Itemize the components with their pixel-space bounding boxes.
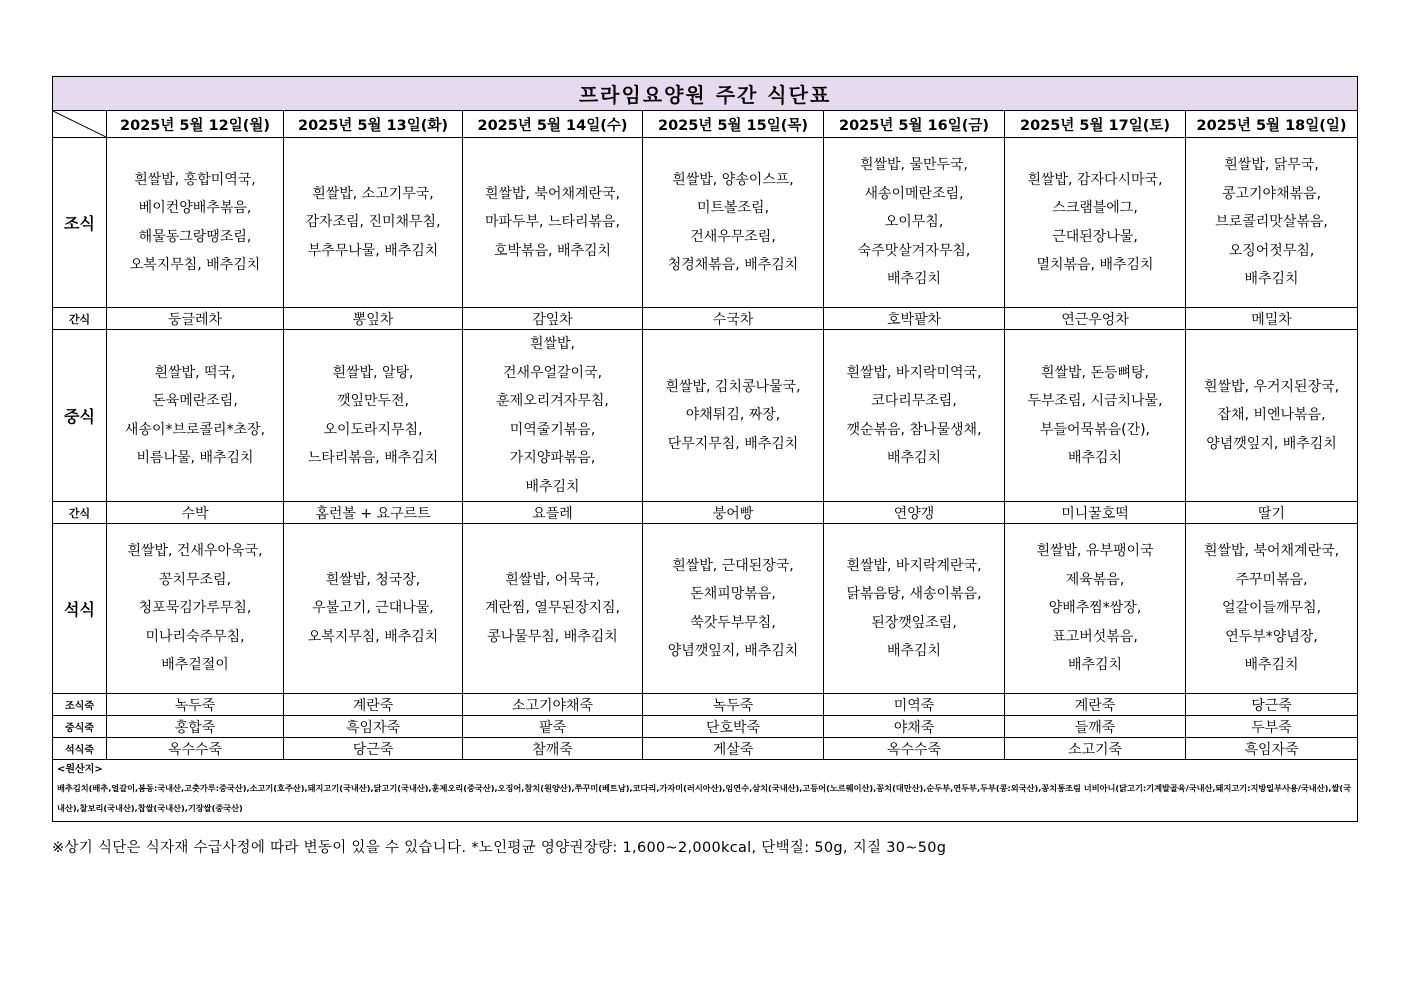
menu-item-line: 주꾸미볶음, [1235,571,1308,588]
menu-item-line: 콩나물무침, 배추김치 [487,628,618,645]
menu-item-line: 베이컨양배추볶음, [138,200,252,216]
dates-cell: 2025년 5월 14일(수) [463,111,643,138]
dinner-cell [284,524,463,694]
porridge-lunch-cell: 흑임자죽 [284,716,463,738]
snack-pm-cell: 미니꿀호떡 [1005,502,1186,524]
dates-cell: 2025년 5월 18일(일) [1186,111,1358,138]
porridge-breakfast-cell: 소고기야채죽 [463,694,643,716]
menu-item-line: 양념깻잎지, 배추김치 [667,643,799,659]
row-label-dinner: 석식 [53,524,107,694]
menu-item-line: 부추무나물, 배추김치 [307,242,439,259]
menu-item-line: 양념깻잎지, 배추김치 [1206,435,1337,452]
menu-item-line: 흰쌀밥, 바지락미역국, [846,364,982,381]
lunch-cell [107,330,284,502]
menu-item-line: 새송이메란조림, [864,185,964,202]
menu-item-line: 쑥갓두부무침, [690,614,776,631]
menu-item-line: 멸치볶음, 배추김치 [1036,257,1154,273]
snack-pm-cell: 홈런볼 + 요구르트 [284,502,463,524]
menu-item-line: 두부조림, 시금치나물, [1027,393,1163,409]
porridge-breakfast-cell: 녹두죽 [643,694,824,716]
menu-item-line: 돈육메란조림, [152,393,238,409]
menu-item-line: 계란찜, 열무된장지짐, [484,600,621,617]
dates-cell: 2025년 5월 16일(금) [824,111,1005,138]
menu-item-line: 흰쌀밥, 알탕, [332,364,414,381]
dates-cell: 2025년 5월 13일(화) [284,111,463,138]
menu-item-line: 돈채피망볶음, [690,586,776,602]
breakfast-cell [1186,138,1358,308]
row-label-porridge-dinner: 석식죽 [53,738,107,760]
menu-item-line: 흰쌀밥, 북어채계란국, [1204,543,1340,560]
porridge-dinner-cell: 옥수수죽 [107,738,284,760]
menu-item-line: 흰쌀밥, 근대된장국, [672,557,794,574]
menu-item-line: 연두부*양념장, [1225,628,1318,645]
menu-item-line: 흰쌀밥, 우거지된장국, [1204,378,1340,395]
menu-item-line: 호박볶음, 배추김치 [493,242,612,259]
porridge-lunch-cell: 야채죽 [824,716,1005,738]
snack-am-cell: 둥글레차 [107,308,284,330]
menu-item-line: 배추김치 [1067,450,1123,466]
row-label-porridge-lunch: 중식죽 [53,716,107,738]
menu-item-line: 청경채볶음, 배추김치 [667,257,799,273]
menu-item-line: 마파두부, 느타리볶음, [484,214,621,231]
menu-item-line: 된장깻잎조림, [871,614,957,631]
breakfast-cell [643,138,824,308]
menu-item-line: 흰쌀밥, 건새우아욱국, [127,543,263,560]
menu-item-line: 얼갈이들깨무침, [1221,600,1322,617]
snack-am-cell: 뽕잎차 [284,308,463,330]
snack-am-cell: 수국차 [643,308,824,330]
menu-item-line: 배추겉절이 [161,657,229,674]
menu-item-line: 흰쌀밥, [529,336,576,352]
dinner-cell [1186,524,1358,694]
dinner-porridge-row [53,738,1358,760]
breakfast-row [53,138,1358,308]
morning-snack-row [53,308,1358,330]
lunch-row [53,330,1358,502]
lunch-cell [284,330,463,502]
menu-item-line: 오복지무침, 배추김치 [307,628,439,645]
row-label-porridge-breakfast: 조식죽 [53,694,107,716]
menu-item-line: 흰쌀밥, 어묵국, [505,571,600,588]
dinner-cell [643,524,824,694]
origin-row [53,760,1358,822]
menu-item-line: 배추김치 [1067,657,1123,674]
menu-item-line: 해물동그랑땡조림, [138,228,252,245]
menu-item-line: 흰쌀밥, 유부팽이국 [1036,543,1154,560]
menu-item-line: 흰쌀밥, 물만두국, [859,157,969,174]
menu-item-line: 새송이*브로콜리*초장, [124,421,266,438]
menu-item-line: 느타리볶음, 배추김치 [307,450,439,466]
snack-pm-cell: 붕어빵 [643,502,824,524]
menu-item-line: 배추김치 [886,271,942,288]
origin-cell [53,760,1358,822]
porridge-lunch-cell: 팥죽 [463,716,643,738]
menu-item-line: 건새우얼갈이국, [502,364,603,381]
menu-item-line: 흰쌀밥, 북어채계란국, [484,185,621,202]
menu-item-line: 훈제오리겨자무침, [496,393,609,409]
menu-item-line: 우불고기, 근대나물, [312,600,434,617]
menu-item-line: 코다리무조림, [871,393,957,409]
menu-item-line: 미트볼조림, [696,200,770,216]
porridge-lunch-cell: 들깨죽 [1005,716,1186,738]
menu-item-line: 배추김치 [525,478,580,495]
porridge-breakfast-cell: 당근죽 [1186,694,1358,716]
row-label-lunch: 중식 [53,330,107,502]
menu-item-line: 오이무침, [884,214,944,231]
dinner-cell [824,524,1005,694]
menu-item-line: 꽁치무조림, [158,571,232,588]
menu-item-line: 흰쌀밥, 청국장, [325,571,421,588]
menu-item-line: 흰쌀밥, 닭무국, [1224,157,1319,174]
menu-item-line: 흰쌀밥, 소고기무국, [312,185,434,202]
menu-item-line: 청포묵김가루무침, [138,600,252,617]
breakfast-porridge-row [53,694,1358,716]
menu-item-line: 깻잎만두전, [336,393,410,409]
lunch-cell [1005,330,1186,502]
dinner-cell [107,524,284,694]
lunch-porridge-row [53,716,1358,738]
porridge-breakfast-cell: 미역죽 [824,694,1005,716]
menu-item-line: 오복지무침, 배추김치 [129,257,261,273]
weekly-menu-table [52,76,1358,822]
menu-item-line: 배추김치 [886,643,942,659]
footnote: ※상기 식단은 식자재 수급사정에 따라 변동이 있을 수 있습니다. *노인평균 영양권장량: 1,600~2,000kcal, 단백질: 50g, 지질 30~50g [52,840,947,856]
lunch-cell [643,330,824,502]
porridge-dinner-cell: 소고기죽 [1005,738,1186,760]
breakfast-cell [284,138,463,308]
menu-item-line: 흰쌀밥, 감자다시마국, [1027,171,1163,188]
porridge-lunch-cell: 단호박죽 [643,716,824,738]
snack-pm-cell: 요플레 [463,502,643,524]
porridge-breakfast-cell: 계란죽 [284,694,463,716]
dinner-cell [1005,524,1186,694]
row-label-snack-pm: 간식 [53,502,107,524]
menu-item-line: 배추김치 [1244,271,1299,288]
breakfast-cell [463,138,643,308]
menu-item-line: 배추김치 [1244,657,1299,674]
dinner-row [53,524,1358,694]
row-label-breakfast: 조식 [53,138,107,308]
snack-pm-cell: 수박 [107,502,284,524]
porridge-dinner-cell: 당근죽 [284,738,463,760]
menu-item-line: 흰쌀밥, 떡국, [154,364,236,381]
menu-item-line: 건새우무조림, [690,228,776,245]
menu-item-line: 흰쌀밥, 돈등뼈탕, [1040,364,1150,381]
porridge-lunch-cell: 홍합죽 [107,716,284,738]
date-header-row [53,111,1358,138]
porridge-dinner-cell: 흑임자죽 [1186,738,1358,760]
afternoon-snack-row [53,502,1358,524]
porridge-lunch-cell: 두부죽 [1186,716,1358,738]
menu-item-line: 흰쌀밥, 양송이스프, [672,171,794,188]
menu-item-line: 흰쌀밥, 홍합미역국, [134,171,256,188]
menu-item-line: 깻순볶음, 참나물생채, [846,421,982,438]
menu-item-line: 흰쌀밥, 바지락계란국, [846,557,982,574]
menu-item-line: 미역줄기볶음, [509,421,596,438]
snack-am-cell: 메밀차 [1186,308,1358,330]
dates-cell: 2025년 5월 17일(토) [1005,111,1186,138]
menu-item-line: 숙주맛살겨자무침, [857,242,971,259]
porridge-dinner-cell: 옥수수죽 [824,738,1005,760]
porridge-breakfast-cell: 녹두죽 [107,694,284,716]
lunch-cell [463,330,643,502]
snack-am-cell: 감잎차 [463,308,643,330]
snack-am-cell: 호박팥차 [824,308,1005,330]
porridge-breakfast-cell: 계란죽 [1005,694,1186,716]
snack-pm-cell: 딸기 [1186,502,1358,524]
diagonal-line [53,111,106,137]
menu-item-line: 브로콜리맛살볶음, [1215,214,1328,231]
menu-item-line: 흰쌀밥, 김치콩나물국, [665,378,801,395]
menu-item-line: 잡채, 비엔나볶음, [1217,407,1326,424]
menu-item-line: 야채튀김, 짜장, [685,407,781,424]
dates-cell: 2025년 5월 12일(월) [107,111,284,138]
menu-item-line: 부들어묵볶음(간), [1039,421,1151,438]
menu-item-line: 배추김치 [886,450,942,466]
breakfast-cell [824,138,1005,308]
menu-item-line: 비름나물, 배추김치 [136,450,254,466]
menu-item-line: 단무지무침, 배추김치 [667,435,799,452]
corner-cell [53,111,107,138]
lunch-cell [824,330,1005,502]
origin-title: <원산지> [57,764,103,775]
menu-item-line: 가지양파볶음, [509,450,596,466]
menu-item-line: 콩고기야채볶음, [1221,185,1322,202]
menu-item-line: 감자조림, 진미채무침, [305,214,441,231]
menu-title: 프라임요양원 주간 식단표 [53,77,1358,111]
porridge-dinner-cell: 참깨죽 [463,738,643,760]
menu-item-line: 양배추찜*쌈장, [1048,600,1142,617]
breakfast-cell [1005,138,1186,308]
menu-item-line: 닭볶음탕, 새송이볶음, [846,586,982,602]
snack-am-cell: 연근우엉차 [1005,308,1186,330]
menu-item-line: 스크램블에그, [1052,200,1138,216]
menu-item-line: 표고버섯볶음, [1052,628,1138,645]
menu-item-line: 오이도라지무침, [323,421,423,438]
menu-item-line: 미나리숙주무침, [145,628,245,645]
snack-pm-cell: 연양갱 [824,502,1005,524]
breakfast-cell [107,138,284,308]
dinner-cell [463,524,643,694]
menu-item-line: 오징어젓무침, [1228,242,1315,259]
origin-text: 배추김치(배추,얼갈이,봄동:국내산,고춧가루:중국산),소고기(호주산),돼지고기(국내산),닭고기(국내산),훈제오리(중국산),오징어,참치(원양산),쭈꾸미(베트남),코다리,가자미(러시아산),임연수,삼치(국내산),고등어(노르웨이산),꽁치(대만산),순두부,연두부,두부(콩:외국산),꽁치통조림 너비아니(닭고기:기계발골육/국내산,돼지고기:지방일부사용/국내산),쌀(국내산),찰보리(국내산),찹쌀(국내산),기장쌀(중국산) [57,783,1352,813]
menu-item-line: 근대된장나물, [1052,228,1138,245]
row-label-snack-am: 간식 [53,308,107,330]
menu-item-line: 제육볶음, [1065,571,1125,588]
porridge-dinner-cell: 게살죽 [643,738,824,760]
dates-cell: 2025년 5월 15일(목) [643,111,824,138]
lunch-cell [1186,330,1358,502]
